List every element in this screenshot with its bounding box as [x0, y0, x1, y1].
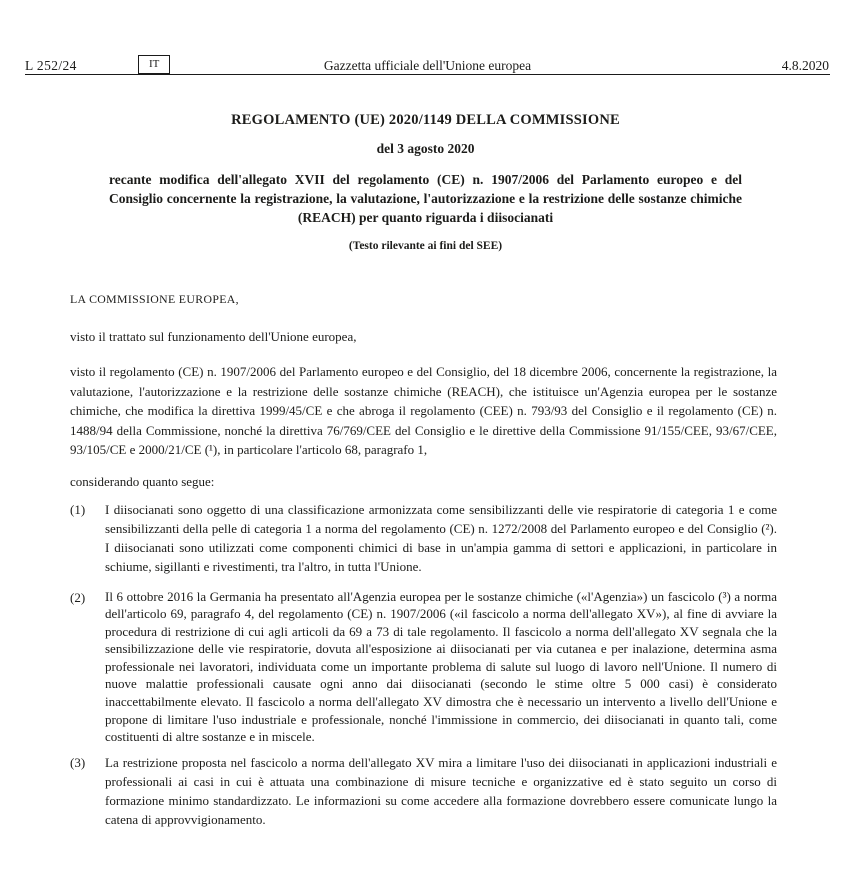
recital-text: I diisocianati sono oggetto di una classificazione armonizzata come sensibilizzanti delle vie respiratorie di categoria 1 e come sensibilizzanti della pelle di categoria 1 a norma del regolamento (CE) n. 1272/2008 del Parlamento europeo e del Consiglio (²). I diisocianati sono utilizzati come componenti chimici di base in un'ampia gamma di settori e applicazioni, in particolare in schiume, sigillanti e rivestimenti, tra l'altro, in tutta l'Unione.: [105, 501, 777, 574]
issue-date: 4.8.2020: [781, 58, 829, 73]
recital-number: (1): [70, 501, 86, 517]
regulation-title: REGOLAMENTO (UE) 2020/1149 DELLA COMMISSIONE: [231, 112, 620, 128]
regulation-date-line: del 3 agosto 2020: [376, 141, 475, 156]
eea-relevance-note: (Testo rilevante ai fini del SEE): [348, 240, 503, 252]
title-block: [0, 112, 851, 252]
recitals-list: [70, 500, 777, 829]
journal-page: [0, 57, 851, 875]
recital-text: Il 6 ottobre 2016 la Germania ha presentato all'Agenzia europea per le sostanze chimiche («l'Agenzia») un fascicolo (³) a norma dell'articolo 69, paragrafo 4, del regolamento (CE) n. 1907/2006 («il fascicolo a norma dell'allegato XV»), al fine di avviare la procedura di restrizione di cui agli articoli da 69 a 73 di tale regolamento. Il fascicolo a norma dell'allegato XV segnala che la sensibilizzazione delle vie respiratorie, dovuta all'esposizione ai diisocianati per via cutanea e per inalazione, determina asma professionale nei lavoratori, individuata come un importante problema di salute sul luogo di lavoro nell'Unione. Il numero di nuove malattie professionali causate ogni anno dai diisocianati (secondo le stime oltre 5 000 casi) è considerato inaccettabilmente elevato. Il fascicolo a norma dell'allegato XV dimostra che è necessario un intervento a livello dell'Unione e propone di limitare l'uso industriale e professionale, nonché l'immissione in commercio, dei diisocianati in quanto tali, come costituenti di altre sostanze e in miscele.: [105, 588, 777, 745]
regulation-subtitle: recante modifica dell'allegato XVII del regolamento (CE) n. 1907/2006 del Parlamento europeo e del Consiglio concernente la registrazione, la valutazione, l'autorizzazione e la restrizione delle sostanze chimiche (REACH) per quanto riguarda i diisocianati: [109, 172, 742, 225]
recital-number: (3): [70, 754, 86, 770]
recital-number: (2): [70, 589, 86, 605]
recitals-intro: considerando quanto segue:: [70, 473, 215, 489]
journal-title: Gazzetta ufficiale dell'Unione europea: [323, 58, 532, 73]
commission-opening: LA COMMISSIONE EUROPEA,: [70, 292, 239, 306]
language-badge: IT: [138, 55, 170, 74]
document-body: [70, 290, 777, 829]
recital-text: La restrizione proposta nel fascicolo a norma dell'allegato XV mira a limitare l'uso dei diisocianati in applicazioni industriali e professionali ai casi in cui è attuata una combinazione di misure tecniche e organizzative ed è stato seguito un corso di formazione minimo standardizzato. Le informazioni su come accedere alla formazione dovrebbero essere comunicate lungo la catena di approvvigionamento.: [105, 754, 777, 827]
recital-item: [70, 753, 777, 829]
recital-item: [70, 500, 777, 576]
citation-treaty: visto il trattato sul funzionamento dell'Unione europea,: [70, 329, 357, 344]
page-header: [25, 57, 830, 75]
page-number: L 252/24: [25, 58, 77, 73]
citation-regulation: visto il regolamento (CE) n. 1907/2006 del Parlamento europeo e del Consiglio, del 18 dicembre 2006, concernente la registrazione, la valutazione, l'autorizzazione e la restrizione delle sostanze chimiche (REACH), che istituisce un'Agenzia europea per le sostanze chimiche, che modifica la direttiva 1999/45/CE e che abroga il regolamento (CEE) n. 793/93 del Consiglio e il regolamento (CE) n. 1488/94 della Commissione, nonché la direttiva 76/769/CEE del Consiglio e le direttive della Commissione 91/155/CEE, 93/67/CEE, 93/105/CE e 2000/21/CE (¹), in particolare l'articolo 68, paragrafo 1,: [70, 364, 777, 457]
recital-item: [70, 588, 777, 746]
